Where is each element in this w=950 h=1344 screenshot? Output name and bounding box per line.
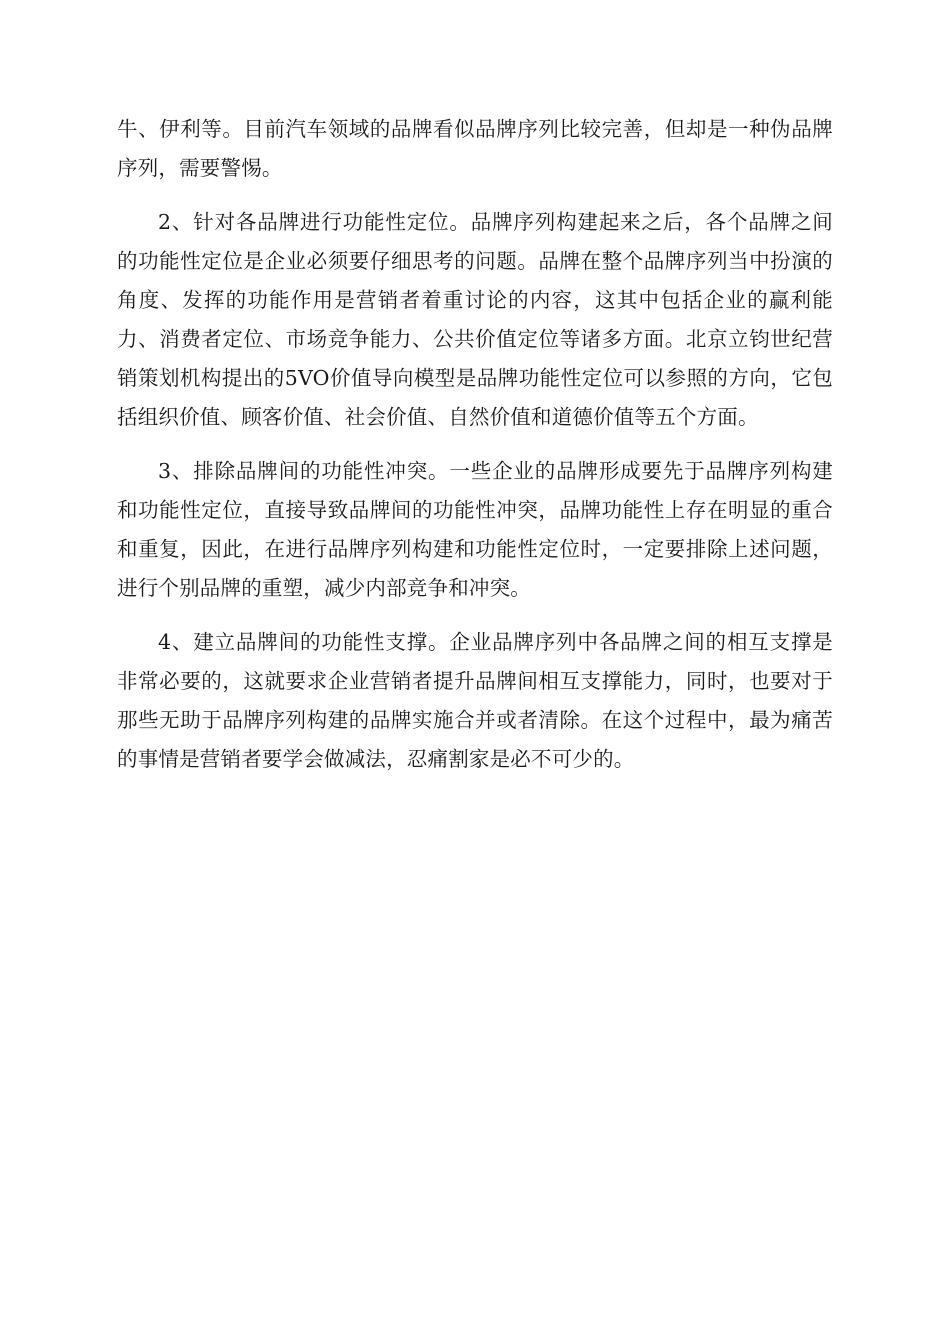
paragraph-continuation: 牛、伊利等。目前汽车领域的品牌看似品牌序列比较完善，但却是一种伪品牌序列，需要警惕。 xyxy=(117,117,833,180)
paragraph-functional-positioning: 2、针对各品牌进行功能性定位。品牌序列构建起来之后，各个品牌之间的功能性定位是企业必须要仔细思考的问题。品牌在整个品牌序列当中扮演的角度、发挥的功能作用是营销者着重讨论的内容，这其中包括企业的赢利能力、消费者定位、市场竞争能力、公共价值定位等诸多方面。北京立钧世纪营销策划机构提出的5VO价值导向模型是品牌功能性定位可以参照的方向，它包括组织价值、顾客价值、社会价值、自然价值和道德价值等五个方面。 xyxy=(117,210,833,429)
document-body xyxy=(117,110,833,794)
paragraph-eliminate-conflict: 3、排除品牌间的功能性冲突。一些企业的品牌形成要先于品牌序列构建和功能性定位，直接导致品牌间的功能性冲突，品牌功能性上存在明显的重合和重复，因此，在进行品牌序列构建和功能性定位时，一定要排除上述问题，进行个别品牌的重塑，减少内部竞争和冲突。 xyxy=(117,459,833,600)
paragraph-functional-support: 4、建立品牌间的功能性支撑。企业品牌序列中各品牌之间的相互支撑是非常必要的，这就要求企业营销者提升品牌间相互支撑能力，同时，也要对于那些无助于品牌序列构建的品牌实施合并或者清除。在这个过程中，最为痛苦的事情是营销者要学会做减法，忍痛割家是必不可少的。 xyxy=(117,630,833,771)
